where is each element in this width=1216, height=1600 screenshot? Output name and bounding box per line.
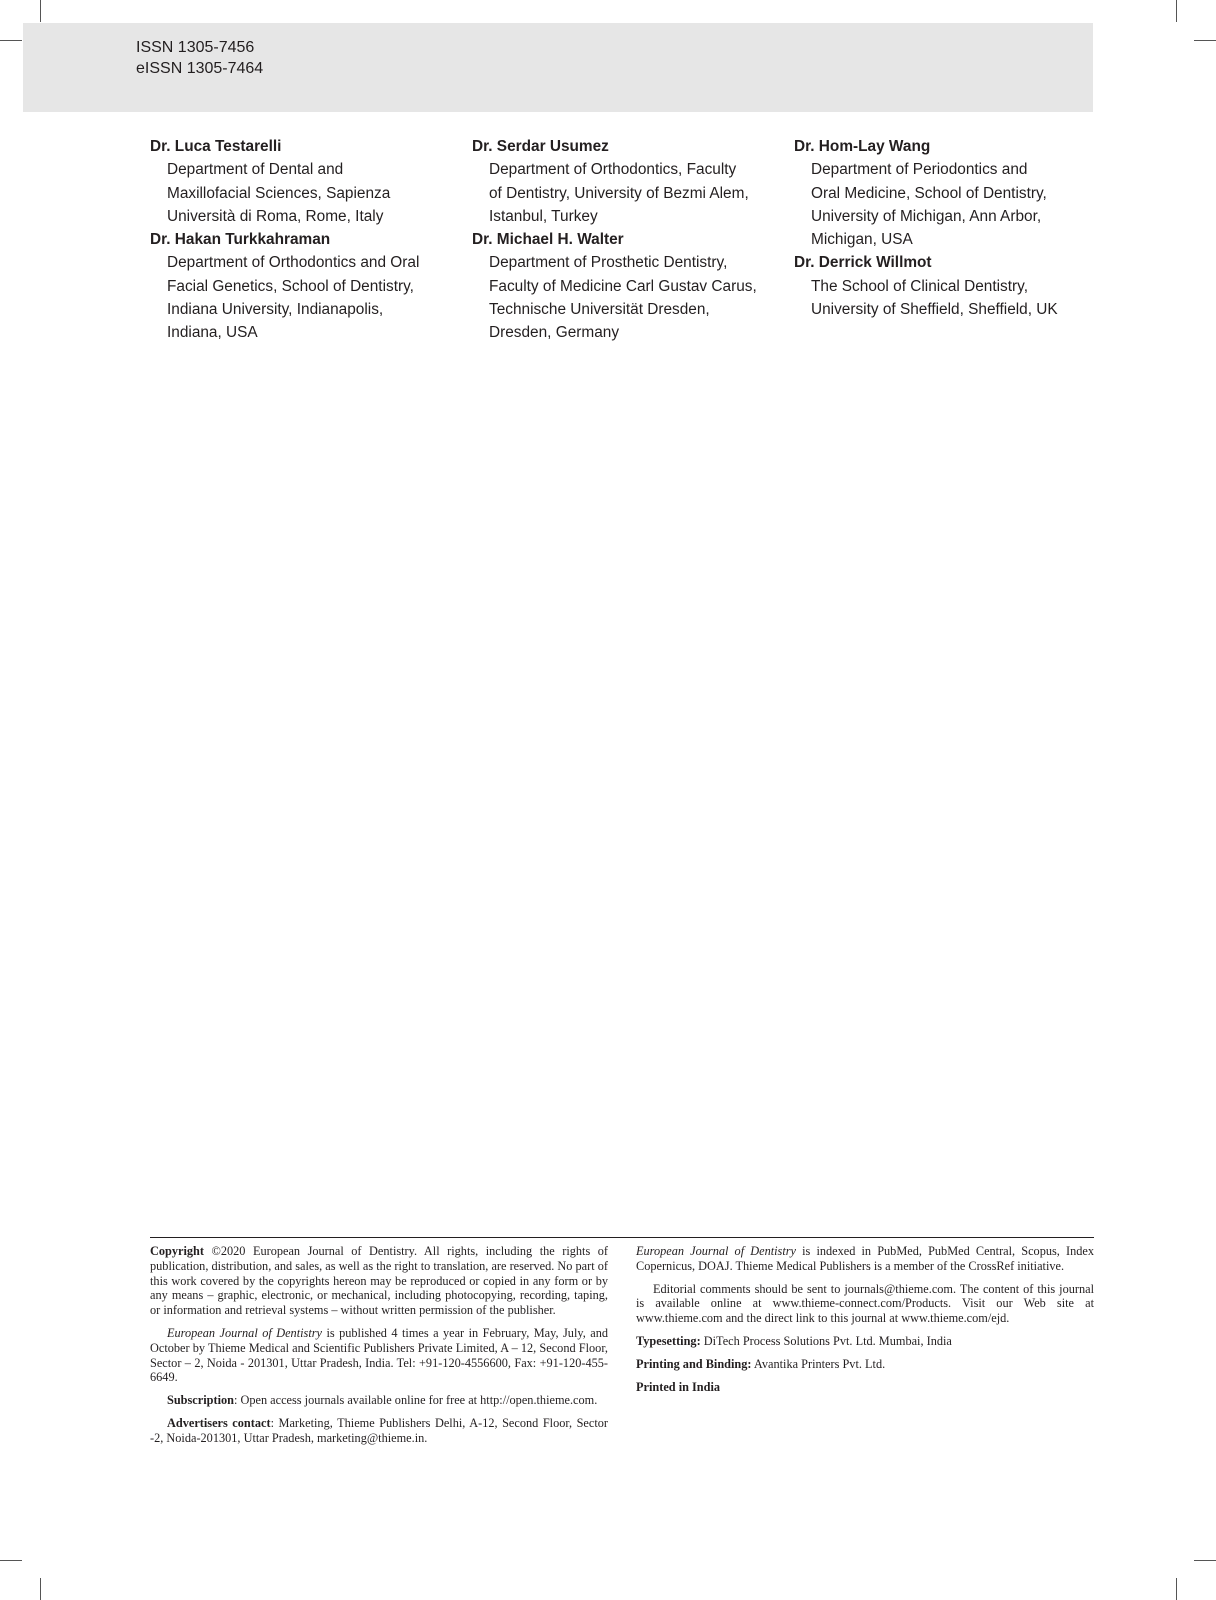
crop-mark [40, 0, 41, 22]
issn-block [136, 37, 263, 79]
typesetting-paragraph [636, 1334, 1094, 1349]
editor-name: Dr. Luca Testarelli [150, 138, 282, 155]
subscription-label: Subscription [167, 1393, 234, 1408]
typesetting-label: Typesetting: [636, 1333, 701, 1348]
advertisers-text: : Marketing, Thieme Publishers Delhi, A-12, Second Floor, Sector -2, Noida-201301, Uttar Pradesh, marketing@thieme.in. [150, 1415, 608, 1445]
imprint-right-column [636, 1244, 1094, 1454]
advertisers-label: Advertisers contact [167, 1415, 271, 1430]
editor-affiliation: Department of Orthodontics, Faculty of Dentistry, University of Bezmi Alem, Istanbul, Turkey [489, 161, 749, 225]
imprint-divider [150, 1237, 1094, 1238]
printing-text: Avantika Printers Pvt. Ltd. [751, 1356, 886, 1371]
printed-in: Printed in India [636, 1379, 721, 1394]
imprint [150, 1244, 1094, 1454]
editor-name: Dr. Derrick Willmot [794, 254, 932, 272]
crop-mark [40, 1578, 41, 1600]
editor-affiliation: Department of Prosthetic Dentistry, Faculty of Medicine Carl Gustav Carus, Technische Universität Dresden, Dresden, Germany [489, 254, 757, 342]
editor-name: Dr. Hom-Lay Wang [794, 138, 931, 155]
editor-affiliation: Department of Orthodontics and Oral Facial Genetics, School of Dentistry, Indiana University, Indianapolis, Indiana, USA [167, 254, 420, 342]
imprint-left-column [150, 1244, 608, 1454]
editor-name: Dr. Serdar Usumez [472, 138, 609, 155]
crop-mark [1176, 0, 1177, 22]
board-column [472, 135, 794, 345]
printing-paragraph [636, 1357, 1094, 1372]
printing-label: Printing and Binding: [636, 1356, 752, 1371]
indexing-text: is indexed in PubMed, PubMed Central, Scopus, Index Copernicus, DOAJ. Thieme Medical Publishers is a member of the CrossRef initiative. [636, 1244, 1094, 1273]
board-column [794, 135, 1116, 345]
subscription-paragraph [150, 1393, 608, 1408]
board-column [150, 135, 472, 345]
journal-name: European Journal of Dentistry [636, 1244, 796, 1258]
editor-affiliation: Department of Periodontics and Oral Medicine, School of Dentistry, University of Michigan, Ann Arbor, Michigan, USA [811, 161, 1047, 249]
editor-affiliation: Department of Dental and Maxillofacial Sciences, Sapienza Università di Roma, Rome, Italy [167, 161, 391, 225]
advertisers-paragraph [150, 1416, 608, 1446]
publication-text: is published 4 times a year in February, May, July, and October by Thieme Medical and Scientific Publishers Private Limited, A – 12, Second Floor, Sector – 2, Noida - 201301, Uttar Pradesh, India. Tel: +91-120-4556600, Fax: +91-120-455-6649. [150, 1325, 608, 1385]
issn: ISSN 1305-7456 [136, 39, 255, 56]
editorial-paragraph: Editorial comments should be sent to journals@thieme.com. The content of this journal is available online at www.thieme-connect.com/Products. Visit our Web site at www.thieme.com and the direct link to this journal at www.thieme.com/ejd. [636, 1281, 1094, 1326]
subscription-text: : Open access journals available online for free at http://open.thieme.com. [233, 1393, 598, 1408]
publication-paragraph [150, 1326, 608, 1385]
editor-name: Dr. Hakan Turkkahraman [150, 231, 331, 249]
journal-name: European Journal of Dentistry [167, 1325, 322, 1340]
copyright-paragraph [150, 1244, 608, 1318]
eissn: eISSN 1305-7464 [136, 60, 264, 77]
indexing-paragraph [636, 1244, 1094, 1274]
editor-name: Dr. Michael H. Walter [472, 231, 624, 249]
printed-in-paragraph [636, 1380, 1094, 1395]
typesetting-text: DiTech Process Solutions Pvt. Ltd. Mumbai, India [700, 1333, 952, 1348]
crop-mark [0, 40, 22, 41]
crop-mark [1194, 40, 1216, 41]
copyright-label: Copyright [150, 1244, 204, 1258]
crop-mark [0, 1560, 22, 1561]
crop-mark [1194, 1560, 1216, 1561]
copyright-text: ©2020 European Journal of Dentistry. All rights, including the rights of publication, distribution, and sales, as well as the right to translation, are reserved. No part of this work covered by the copyrights hereon may be reproduced or copied in any form or by any means – graphic, electronic, or mechanical, including photocopying, recording, taping, or information and retrieval systems – without written permission of the publisher. [150, 1244, 608, 1318]
editor-affiliation: The School of Clinical Dentistry, University of Sheffield, Sheffield, UK [811, 277, 1058, 319]
crop-mark [1176, 1578, 1177, 1600]
editorial-board [150, 135, 1086, 345]
